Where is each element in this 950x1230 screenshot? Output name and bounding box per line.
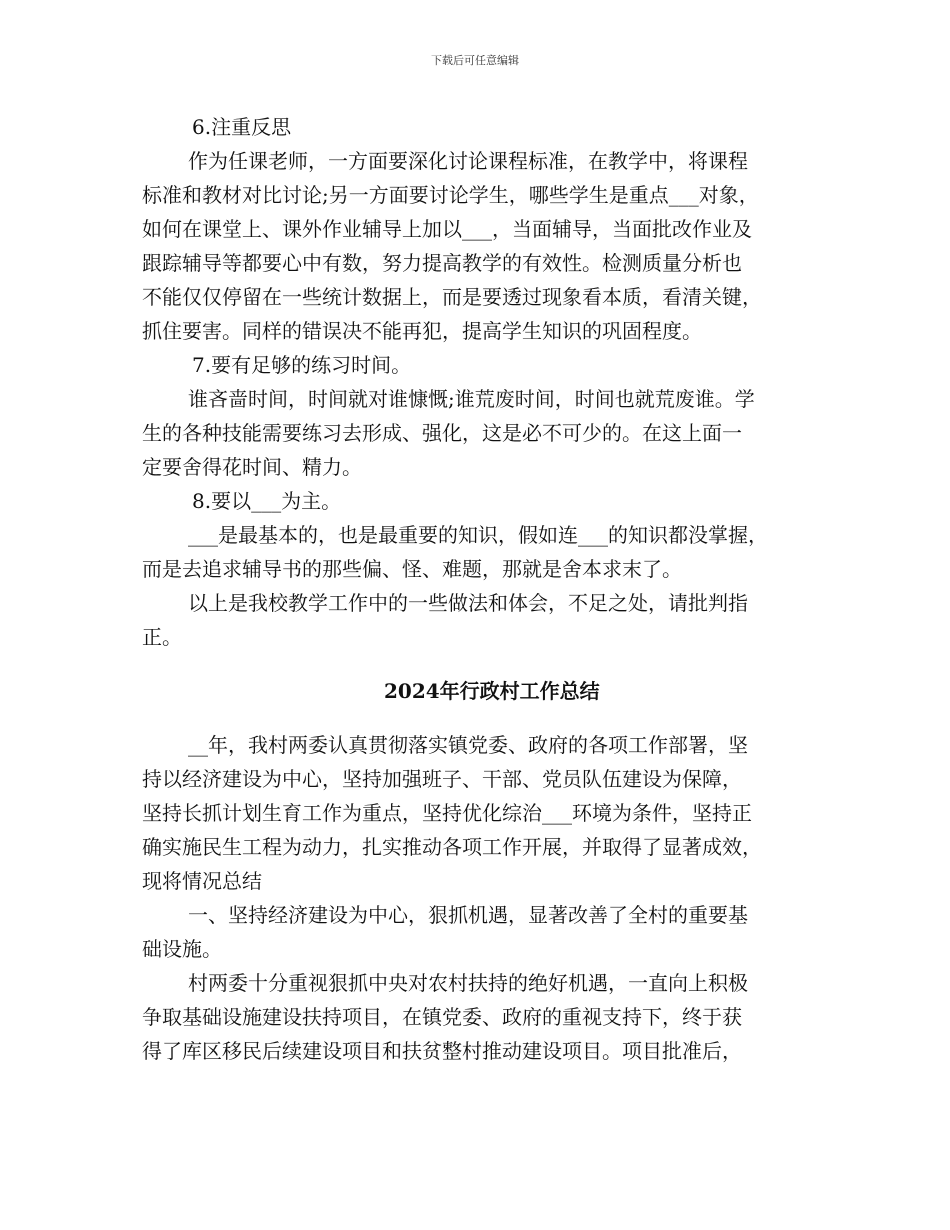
text-line: 定要舍得花时间、精力。 — [142, 455, 362, 479]
section-title: 2024年行政村工作总结 — [384, 679, 600, 703]
text-line: 持以经济建设为中心，坚持加强班子、干部、党员队伍建设为保障， — [142, 767, 742, 791]
text-line: 生的各种技能需要练习去形成、强化，这是必不可少的。在这上面一 — [142, 421, 742, 445]
text-line: 作为任课老师，一方面要深化讨论课程标准，在教学中，将课程 — [188, 149, 748, 173]
document-body — [142, 110, 822, 1068]
text-line: 坚持长抓计划生育工作为重点，坚持优化综治___环境为条件，坚持正 — [142, 801, 752, 825]
text-line: 6.注重反思 — [192, 115, 292, 139]
text-line: 础设施。 — [142, 937, 222, 961]
text-line: 谁吝啬时间，时间就对谁慷慨;谁荒废时间，时间也就荒废谁。学 — [188, 387, 755, 411]
text-line: 一、坚持经济建设为中心，狠抓机遇，显著改善了全村的重要基 — [188, 903, 748, 927]
text-line: 抓住要害。同样的错误决不能再犯，提高学生知识的巩固程度。 — [142, 319, 702, 343]
text-line: 正。 — [142, 625, 182, 649]
text-line: __年，我村两委认真贯彻落实镇党委、政府的各项工作部署，坚 — [188, 733, 748, 757]
text-line: 不能仅仅停留在一些统计数据上，而是要透过现象看本质，看清关键， — [142, 285, 762, 309]
text-line: 跟踪辅导等都要心中有数，努力提高教学的有效性。检测质量分析也 — [142, 251, 742, 275]
text-line: 得了库区移民后续建设项目和扶贫整村推动建设项目。项目批准后， — [142, 1039, 742, 1063]
text-line: 标准和教材对比讨论;另一方面要讨论学生，哪些学生是重点___对象， — [142, 183, 759, 207]
text-line: 以上是我校教学工作中的一些做法和体会，不足之处，请批判指 — [188, 591, 748, 615]
text-line: 8.要以___为主。 — [192, 489, 342, 513]
text-line: 确实施民生工程为动力，扎实推动各项工作开展，并取得了显著成效， — [142, 835, 762, 859]
text-line: 现将情况总结 — [142, 869, 262, 893]
page-header: 下载后可任意编辑 — [431, 54, 519, 67]
text-line: 7.要有足够的练习时间。 — [192, 353, 412, 377]
text-line: 而是去追求辅导书的那些偏、怪、难题，那就是舍本求末了。 — [142, 557, 682, 581]
text-line: 如何在课堂上、课外作业辅导上加以___，当面辅导，当面批改作业及 — [142, 217, 752, 241]
text-line: 争取基础设施建设扶持项目，在镇党委、政府的重视支持下，终于获 — [142, 1005, 742, 1029]
text-line: ___是最基本的，也是最重要的知识，假如连___的知识都没掌握， — [188, 523, 768, 547]
text-line: 村两委十分重视狠抓中央对农村扶持的绝好机遇，一直向上积极 — [188, 971, 748, 995]
